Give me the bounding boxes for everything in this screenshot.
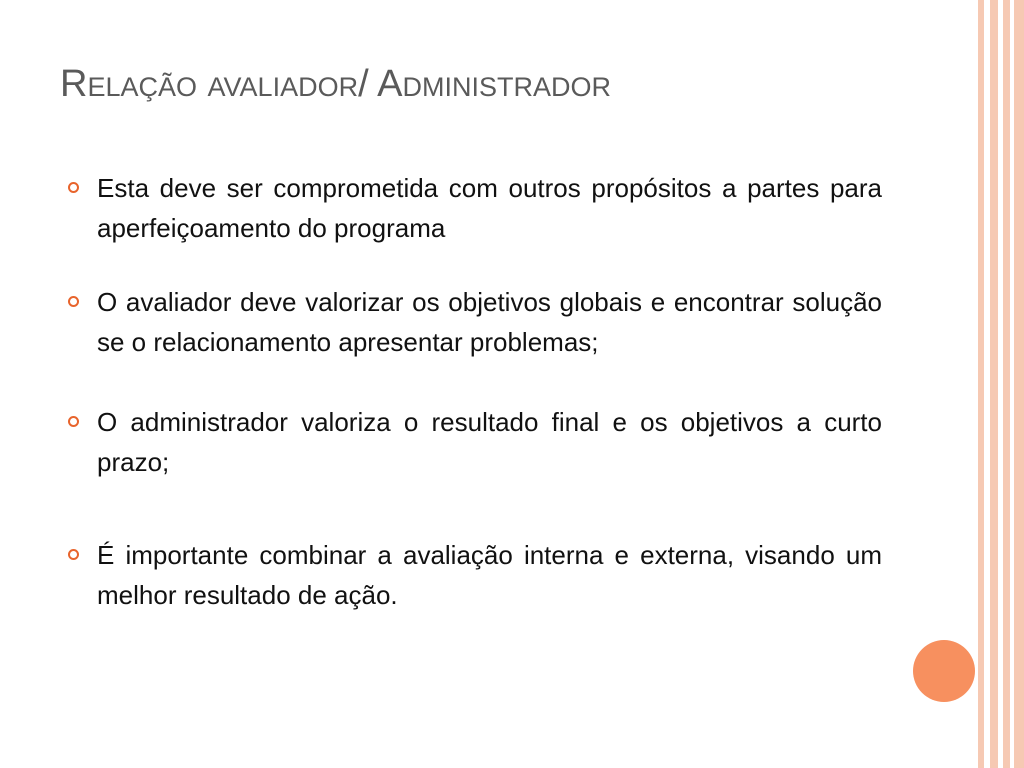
bullet-item	[68, 282, 882, 362]
bullet-circle-icon	[68, 296, 79, 307]
bullet-circle-icon	[68, 549, 79, 560]
bullet-circle-icon	[68, 416, 79, 427]
decorative-circle	[913, 640, 975, 702]
slide-title: Relação avaliador/ Administrador	[60, 63, 611, 105]
decorative-stripe	[1014, 0, 1024, 768]
bullet-circle-icon	[68, 182, 79, 193]
bullet-text: Esta deve ser comprometida com outros propósitos a partes para aperfeiçoamento do programa	[97, 173, 882, 243]
decorative-stripe	[1003, 0, 1010, 768]
bullet-item	[68, 402, 882, 482]
bullet-text: O avaliador deve valorizar os objetivos globais e encontrar solução se o relacionamento apresentar problemas;	[97, 287, 882, 357]
bullet-text: É importante combinar a avaliação interna e externa, visando um melhor resultado de ação.	[97, 540, 882, 610]
bullet-text: O administrador valoriza o resultado final e os objetivos a curto prazo;	[97, 407, 882, 477]
bullet-list	[68, 168, 882, 615]
decorative-stripe	[990, 0, 998, 768]
bullet-item	[68, 168, 882, 248]
bullet-item	[68, 535, 882, 615]
